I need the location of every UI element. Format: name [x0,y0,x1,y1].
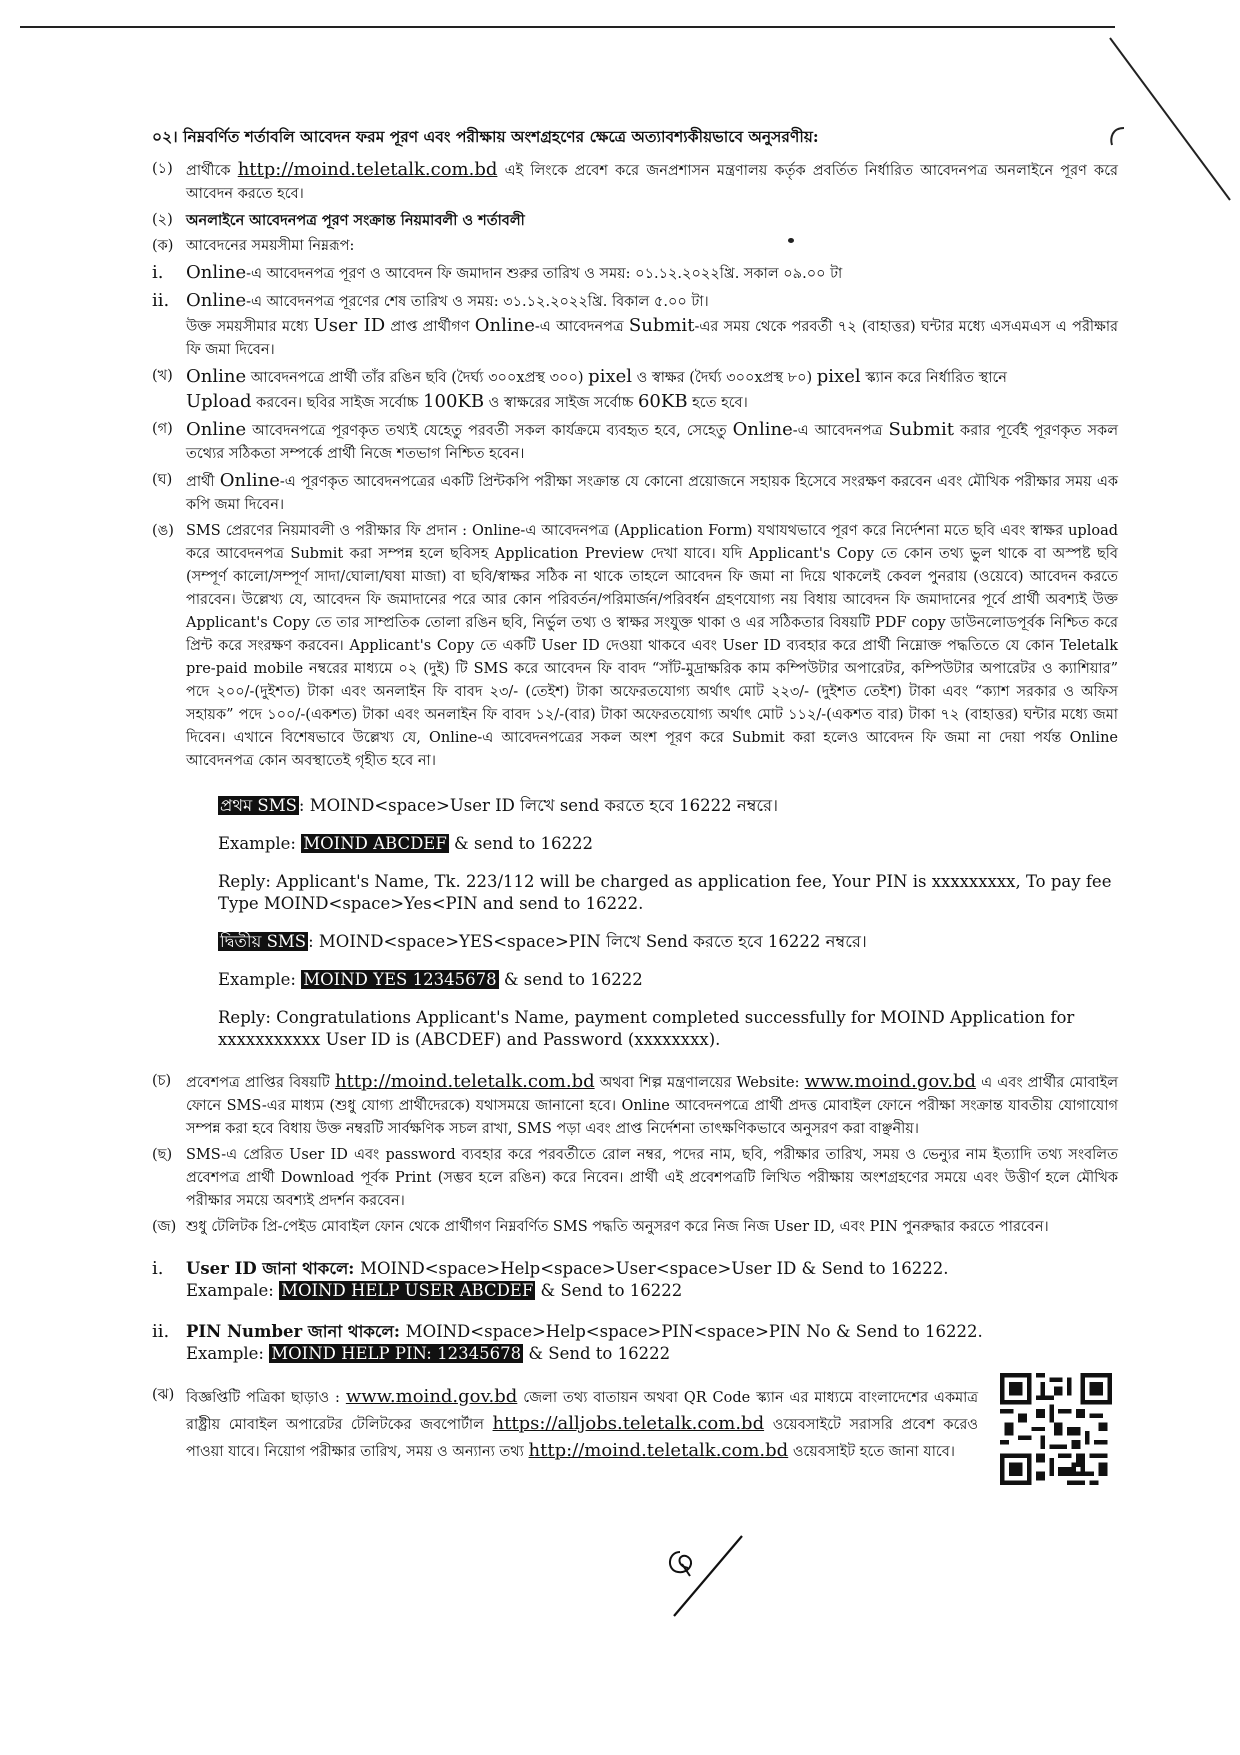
item-i: i. Online-এ আবেদনপত্র পূরণ ও আবেদন ফি জমাদান শুরুর তারিখ ও সময়: ০১.১২.২০২২খ্রি. সকাল ০৯.০০ টা [152,261,1118,286]
sms-instructions [218,795,1118,1051]
top-rule [20,26,1115,28]
first-sms-label: প্রথম SMS [220,796,297,815]
teletalk-link[interactable]: http://moind.teletalk.com.bd [528,1440,789,1461]
clause-marker: (খ) [152,368,173,384]
example-code: MOIND ABCDEF [303,834,447,853]
example-code: MOIND YES 12345678 [303,970,497,989]
clause-marker: (ঙ) [152,523,174,539]
clause-marker: (ক) [152,238,174,254]
clause-marker: (ছ) [152,1147,173,1163]
document-body [152,125,1118,1465]
example-code: MOIND HELP PIN: 12345678 [271,1344,522,1363]
first-sms-example: Example: MOIND ABCDEF & send to 16222 [218,834,593,853]
clause-ja: (জ) শুধু টেলিটক প্রি-পেইড মোবাইল ফোন থেকে প্রার্থীগণ নিম্নবর্ণিত SMS পদ্ধতি অনুসরণ করে নিজ নিজ User ID, এবং PIN পুনরুদ্ধার করতে পারবেন। [152,1216,1118,1239]
roman-marker: i. [152,1258,164,1279]
teletalk-link[interactable]: http://moind.teletalk.com.bd [334,1071,595,1092]
clause-marker: (চ) [152,1073,172,1089]
roman-marker: ii. [152,290,170,311]
second-sms-label: দ্বিতীয় SMS [220,932,307,951]
clause-chha: (ছ) SMS-এ প্রেরিত User ID এবং password ব্যবহার করে পরবর্তীতে রোল নম্বর, পদের নাম, ছবি, পরীক্ষার তারিখ, সময় ও ভেন্যুর নাম ইত্যাদি তথ্য সংবলিত প্রবেশপত্র প্রার্থী Download পূর্বক Print (সম্ভব হলে রঙিন) করে নিবেন। প্রার্থী এই প্রবেশপত্রটি লিখিত পরীক্ষায় অংশগ্রহণের সময়ে এবং উত্তীর্ণ হলে মৌখিক পরীক্ষার সময়ে অবশ্যই প্রদর্শন করবেন। [152,1144,1118,1213]
clause-gha: (ঘ) প্রার্থী Online-এ পূরণকৃত আবেদনপত্রের একটি প্রিন্টকপি পরীক্ষা সংক্রান্ত যে কোনো প্রয়োজনে সহায়ক হিসেবে সংরক্ষণ করবেন এবং মৌখিক পরীক্ষার সময় এক কপি জমা দিবেন। [152,469,1118,517]
signature-mark [660,1530,750,1620]
moind-website-link[interactable]: www.moind.gov.bd [804,1071,977,1092]
second-sms-line: দ্বিতীয় SMS : MOIND<space>YES<space>PIN লিখে Send করতে হবে 16222 নম্বরে। [220,932,867,951]
clause-umo: (ঙ) SMS প্রেরণের নিয়মাবলী ও পরীক্ষার ফি প্রদান : Online-এ আবেদনপত্র (Application Form) যথাযথভাবে পূরণ করে নির্দেশনা মতে ছবি এবং স্বাক্ষর upload করে আবেদনপত্র Submit করা সম্পন্ন হলে ছবিসহ Application Preview দেখা যাবে। যদি Applicant's Copy তে কোন তথ্য ভুল থাকে বা অস্পষ্ট ছবি (সম্পূর্ণ কালো/সম্পূর্ণ সাদা/ঘোলা/ঘষা মাজা) বা ছবি/স্বাক্ষর সঠিক না থাকে তাহলে আবেদন ফি জমা না দিয়ে থাকলেই কেবল পুনরায় (ওয়েবে) আবেদন করতে পারবেন। উল্লেখ্য যে, আবেদন ফি জমাদানের পরে আর কোন পরিবর্তন/পরিমার্জন/পরিবর্ধন গ্রহণযোগ্য নয় বিধায় আবেদন ফি জমাদানের পূর্বে প্রার্থী অবশ্যই উক্ত Applicant's Copy তে তার সাম্প্রতিক তোলা রঙিন ছবি, নির্ভুল তথ্য ও স্বাক্ষর সংযুক্ত থাকা ও এর সঠিকতার বিষয়টি PDF copy ডাউনলোডপূর্বক নিশ্চিত করে প্রিন্ট করে সংরক্ষণ করবেন। Applicant's Copy তে একটি User ID দেওয়া থাকবে এবং User ID ব্যবহার করে প্রার্থী নিম্নোক্ত পদ্ধতিতে যে কোন Teletalk pre-paid mobile নম্বরের মাধ্যমে ০২ (দুই) টি SMS করে আবেদন ফি বাবদ “সাঁট-মুদ্রাক্ষরিক কাম কম্পিউটার অপারেটর, কম্পিউটার অপারেটর ও ক্যাশিয়ার” পদে ২০০/-(দুইশত) টাকা এবং অনলাইন ফি বাবদ ২৩/- (তেইশ) টাকা অফেরতযোগ্য অর্থাৎ মোট ২২৩/- (দুইশত তেইশ) টাকা এবং “ক্যাশ সরকার ও অফিস সহায়ক” পদে ১০০/-(একশত) টাকা এবং অনলাইন ফি বাবদ ১২/-(বার) টাকা অফেরতযোগ্য অর্থাৎ মোট ১১২/-(একশত বার) টাকা ৭২ (বাহাত্তর) ঘন্টার মধ্যে জমা দিবেন। এখানে বিশেষভাবে উল্লেখ্য যে, Online-এ আবেদনপত্রের সকল অংশ পূরণ করে Submit করা হলেও আবেদন ফি জমা না দেয়া পর্যন্ত Online আবেদনপত্র কোন অবস্থাতেই গৃহীত হবে না। [152,520,1118,773]
clause-marker: (২) [152,212,173,228]
clause-1: (১) প্রার্থীকে http://moind.teletalk.com.bd এই লিংকে প্রবেশ করে জনপ্রশাসন মন্ত্রণালয় কর্তৃক প্রবর্তিত নির্ধারিত আবেদনপত্র অনলাইনে পূরণ করে আবেদন করতে হবে। [152,158,1118,206]
clause-kha: (খ) Online আবেদনপত্রে প্রার্থী তাঁর রঙিন ছবি (দৈর্ঘ্য ৩০০xপ্রস্থ ৩০০) pixel ও স্বাক্ষর (দৈর্ঘ্য ৩০০xপ্রস্থ ৮০) pixel স্ক্যান করে নির্ধারিত স্থানে Upload করবেন। ছবির সাইজ সর্বোচ্চ 100KB ও স্বাক্ষরের সাইজ সর্বোচ্চ 60KB হতে হবে। [152,365,1118,415]
second-sms-reply: Reply: Congratulations Applicant's Name, payment completed successfully for MOIND Application for xxxxxxxxxxx User ID is (ABCDEF) and Password (xxxxxxxx). [218,1008,1075,1049]
clause-cha: (চ) প্রবেশপত্র প্রাপ্তির বিষয়টি http://moind.teletalk.com.bd অথবা শিল্প মন্ত্রণালয়ের Website: www.moind.gov.bd এ এবং প্রার্থীর মোবাইল ফোনে SMS-এর মাধ্যম (শুধু যোগ্য প্রার্থীদেরকে) যথাসময়ে জানানো হবে। Online আবেদনপত্রে প্রার্থী প্রদত্ত মোবাইল ফোনে পরীক্ষা সংক্রান্ত যাবতীয় যোগাযোগ সম্পন্ন করা হবে বিধায় উক্ত নম্বরটি সার্বক্ষণিক সচল রাখা, SMS পড়া এবং প্রাপ্ত নির্দেশনা তাৎক্ষণিকভাবে অনুসরণ করা বাঞ্ছনীয়। [152,1070,1118,1141]
first-sms-line: প্রথম SMS : MOIND<space>User ID লিখে send করতে হবে 16222 নম্বরে। [220,796,779,815]
clause-title: অনলাইনে আবেদনপত্র পূরণ সংক্রান্ত নিয়মাবলী ও শর্তাবলী [186,212,525,229]
example-code: MOIND HELP USER ABCDEF [281,1281,534,1300]
clause-marker: (ঝ) [152,1387,175,1403]
alljobs-link[interactable]: https://alljobs.teletalk.com.bd [492,1413,765,1434]
clause-ka: (ক) আবেদনের সময়সীমা নিম্নরূপ: [152,235,1118,258]
second-sms-example: Example: MOIND YES 12345678 & send to 16222 [218,970,643,989]
clause-marker: (১) [152,161,173,177]
recovery-item-i: i. User ID জানা থাকলে: MOIND<space>Help<space>User<space>User ID & Send to 16222. Exampale: MOIND HELP USER ABCDEF & Send to 16222 [152,1258,949,1300]
moind-website-link[interactable]: www.moind.gov.bd [345,1386,518,1407]
roman-marker: i. [152,262,164,283]
roman-marker: ii. [152,1321,170,1342]
first-sms-reply: Reply: Applicant's Name, Tk. 223/112 will be charged as application fee, Your PIN is xxxxxxxxx, To pay fee Type MOIND<space>Yes<PIN and send to 16222. [218,872,1112,913]
item-ii: ii. Online-এ আবেদনপত্র পূরণের শেষ তারিখ ও সময়: ৩১.১২.২০২২খ্রি. বিকাল ৫.০০ টা। উক্ত সময়সীমার মধ্যে User ID প্রাপ্ত প্রার্থীগণ Online-এ আবেদনপত্র Submit-এর সময় থেকে পরবর্তী ৭২ (বাহাত্তর) ঘন্টার মধ্যে এসএমএস এ পরীক্ষার ফি জমা দিবেন। [152,289,1118,362]
recovery-item-ii: ii. PIN Number জানা থাকলে: MOIND<space>Help<space>PIN<space>PIN No & Send to 16222. Example: MOIND HELP PIN: 12345678 & Send to 16222 [152,1321,983,1363]
clause-marker: (জ) [152,1219,177,1235]
clause-jha: (ঝ) বিজ্ঞপ্তিটি পত্রিকা ছাড়াও : www.moind.gov.bd জেলা তথ্য বাতায়ন অথবা QR Code স্ক্যান এর মাধ্যমে বাংলাদেশের একমাত্র রাষ্ট্রীয় মোবাইল অপারেটর টেলিটকের জবপোর্টাল https://alljobs.teletalk.com.bd ওয়েবসাইটে সরাসরি প্রবেশ করেও পাওয়া যাবে। নিয়োগ পরীক্ষার তারিখ, সময় ও অন্যান্য তথ্য http://moind.teletalk.com.bd ওয়েবসাইট হতে জানা যাবে। [152,1384,1118,1465]
qr-code[interactable] [1000,1373,1112,1485]
section-heading: ০২। নিম্নবর্ণিত শর্তাবলি আবেদন ফরম পূরণ এবং পরীক্ষায় অংশগ্রহণের ক্ষেত্রে অত্যাবশ্যকীয়ভাবে অনুসরণীয়: [152,127,819,146]
clause-marker: (গ) [152,421,173,437]
clause-marker: (ঘ) [152,472,173,488]
teletalk-link[interactable]: http://moind.teletalk.com.bd [237,159,498,180]
clause-2 [152,209,1118,232]
clause-ga: (গ) Online আবেদনপত্রে পূরণকৃত তথ্যই যেহেতু পরবর্তী সকল কার্যক্রমে ব্যবহৃত হবে, সেহেতু Online-এ আবেদনপত্র Submit করার পূর্বেই পূরণকৃত সকল তথ্যের সঠিকতা সম্পর্কে প্রার্থী নিজে শতভাগ নিশ্চিত হবেন। [152,418,1118,466]
